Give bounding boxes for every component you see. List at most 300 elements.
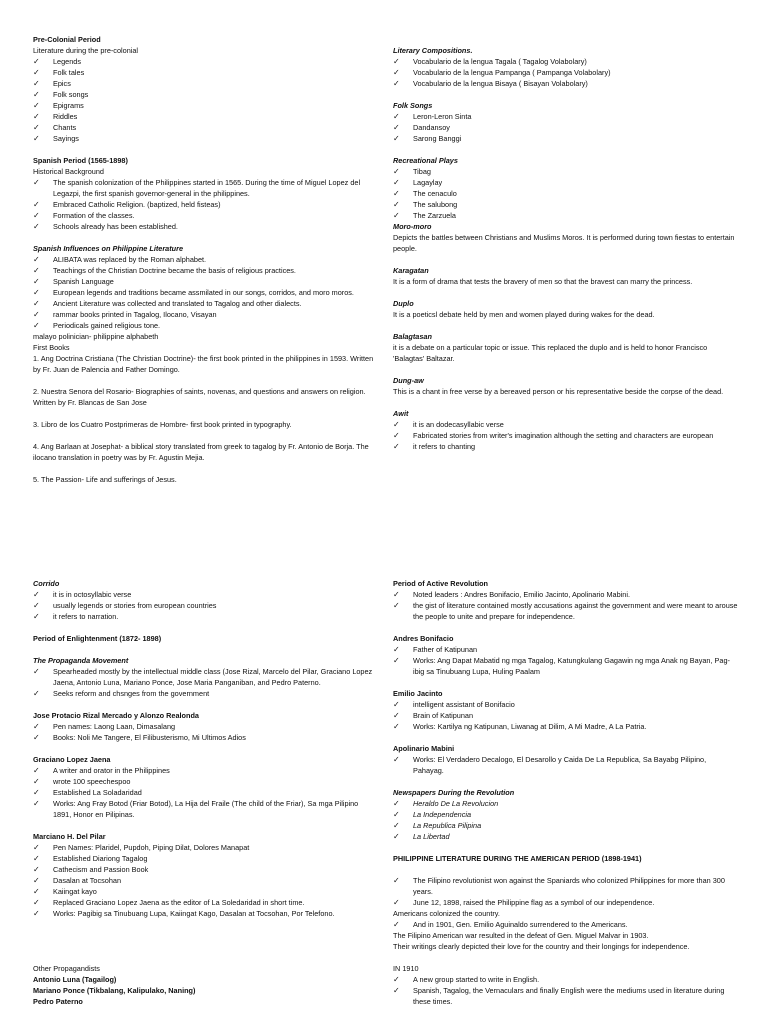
list-item-text: Kaiingat kayo — [53, 887, 97, 896]
checklist — [33, 842, 378, 919]
checklist — [393, 644, 738, 677]
check-icon: ✓ — [33, 57, 40, 66]
list-item-text: rammar books printed in Tagalog, Ilocano, Visayan — [53, 310, 217, 319]
check-icon: ✓ — [33, 101, 40, 110]
check-icon: ✓ — [393, 601, 400, 610]
list-item-text: Father of Katipunan — [413, 645, 478, 654]
section-heading: Jose Protacio Rizal Mercado y Alonzo Realonda — [33, 711, 199, 720]
list-item-text: Sayings — [53, 134, 79, 143]
section — [393, 743, 738, 776]
list-item-text: Schools already has been established. — [53, 222, 178, 231]
section — [33, 34, 378, 144]
text-line: This is a chant in free verse by a bereaved person or his representative beside the corpse of the dead. — [393, 387, 724, 396]
checklist — [33, 56, 378, 144]
section-heading: Andres Bonifacio — [393, 634, 454, 643]
list-item — [393, 188, 738, 199]
checklist — [33, 589, 378, 622]
check-icon: ✓ — [33, 788, 40, 797]
check-icon: ✓ — [393, 57, 400, 66]
list-item-text: the gist of literature contained mostly accusations against the government and were meant to arouse the people to unite and prepare for independence. — [413, 601, 738, 621]
list-item-text: The Zarzuela — [413, 211, 456, 220]
list-item — [393, 985, 738, 1007]
check-icon: ✓ — [33, 909, 40, 918]
list-item-text: Folk tales — [53, 68, 85, 77]
section-heading: Recreational Plays — [393, 156, 458, 165]
check-icon: ✓ — [33, 134, 40, 143]
checklist — [33, 265, 378, 331]
list-item — [33, 89, 378, 100]
text-line: IN 1910 — [393, 964, 419, 973]
check-icon: ✓ — [33, 667, 40, 676]
list-item — [33, 111, 378, 122]
list-item — [33, 100, 378, 111]
list-item — [33, 221, 378, 232]
list-item — [33, 666, 378, 688]
checklist — [393, 875, 738, 908]
list-item-text: Works: Ang Fray Botod (Friar Botod), La Hija del Fraile (The child of the Friar), Sa mga Pilipino 1891, Honor en Pilipinas. — [53, 799, 359, 819]
check-icon: ✓ — [393, 79, 400, 88]
list-item-text: Epics — [53, 79, 71, 88]
text-line: Americans colonized the country. — [393, 909, 500, 918]
section — [393, 375, 738, 397]
check-icon: ✓ — [33, 887, 40, 896]
section-heading: Karagatan — [393, 266, 429, 275]
numbered-paragraph: 2. Nuestra Senora del Rosario- Biographies of saints, novenas, and questions and answers on religion. Written by Fr. Blancas de San Jose — [33, 387, 366, 407]
checklist — [33, 765, 378, 820]
section — [393, 45, 738, 89]
list-item — [33, 67, 378, 78]
check-icon: ✓ — [33, 288, 40, 297]
list-item — [393, 721, 738, 732]
list-item — [393, 831, 738, 842]
check-icon: ✓ — [33, 766, 40, 775]
section-heading: Marciano H. Del Pilar — [33, 832, 106, 841]
list-item-text: Sarong Banggi — [413, 134, 462, 143]
list-item-text: Spanish Language — [53, 277, 114, 286]
check-icon: ✓ — [33, 854, 40, 863]
checklist — [33, 721, 378, 743]
check-icon: ✓ — [33, 90, 40, 99]
list-item-text: intelligent assistant of Bonifacio — [413, 700, 515, 709]
list-item-text: it is in octosyllabic verse — [53, 590, 132, 599]
check-icon: ✓ — [393, 821, 400, 830]
check-icon: ✓ — [33, 876, 40, 885]
list-item-text: Formation of the classes. — [53, 211, 135, 220]
list-item — [33, 908, 378, 919]
list-item — [33, 611, 378, 622]
list-item-text: Periodicals gained religious tone. — [53, 321, 161, 330]
list-item-text: usually legends or stories from european countries — [53, 601, 217, 610]
list-item-text: La Independencia — [413, 810, 472, 819]
check-icon: ✓ — [33, 266, 40, 275]
check-icon: ✓ — [33, 865, 40, 874]
list-item — [33, 287, 378, 298]
list-item-text: Leron-Leron Sinta — [413, 112, 472, 121]
section — [393, 633, 738, 677]
list-item-text: Replaced Graciano Lopez Jaena as the editor of La Soledaridad in short time. — [53, 898, 305, 907]
section-heading: PHILIPPINE LITERATURE DURING THE AMERICAN PERIOD (1898-1941) — [393, 854, 642, 863]
list-item-text: A new group started to write in English. — [413, 975, 540, 984]
section — [33, 243, 378, 485]
list-item-text: Embraced Catholic Religion. (baptized, held fisteas) — [53, 200, 221, 209]
text-line: Other Propagandists — [33, 964, 100, 973]
check-icon: ✓ — [33, 733, 40, 742]
check-icon: ✓ — [393, 200, 400, 209]
check-icon: ✓ — [393, 810, 400, 819]
list-item-text: Books: Noli Me Tangere, El Filibusterismo, Mi Ultimos Adios — [53, 733, 246, 742]
check-icon: ✓ — [33, 211, 40, 220]
name-line: Antonio Luna (Tagailog) — [33, 975, 117, 984]
check-icon: ✓ — [33, 321, 40, 330]
list-item — [33, 721, 378, 732]
list-item-text: La Republica Pilipina — [413, 821, 482, 830]
section-heading: Emilio Jacinto — [393, 689, 443, 698]
list-item-text: La Libertad — [413, 832, 450, 841]
check-icon: ✓ — [393, 431, 400, 440]
list-item-text: Vocabulario de la lengua Bisaya ( Bisayan Volabolary) — [413, 79, 588, 88]
check-icon: ✓ — [393, 975, 400, 984]
list-item — [33, 886, 378, 897]
check-icon: ✓ — [393, 112, 400, 121]
list-item — [393, 655, 738, 677]
list-item — [393, 133, 738, 144]
list-item-text: Chants — [53, 123, 77, 132]
column-bottom-right — [393, 578, 738, 1018]
list-item — [33, 897, 378, 908]
list-item-text: The Filipino revolutionist won against the Spaniards who colonized Philippines for more than 300 years. — [413, 876, 725, 896]
section-heading: Balagtasan — [393, 332, 432, 341]
check-icon: ✓ — [33, 689, 40, 698]
text-line: Depicts the battles between Christians and Muslims Moros. It is performed during town fiestas to entertain people. — [393, 233, 735, 253]
check-icon: ✓ — [33, 79, 40, 88]
list-item-text: Spearheaded mostly by the intellectual middle class (Jose Rizal, Marcelo del Pilar, Graciano Lopez Jaena, Antonio Luna, Mariano Ponce, Jose Maria Panganiban, and Pedro Paterno. — [53, 667, 373, 687]
section — [33, 633, 378, 644]
check-icon: ✓ — [33, 277, 40, 286]
numbered-paragraph: 5. The Passion- Life and sufferings of Jesus. — [33, 475, 177, 484]
section — [393, 787, 738, 842]
check-icon: ✓ — [33, 299, 40, 308]
check-icon: ✓ — [33, 601, 40, 610]
list-item — [33, 688, 378, 699]
numbered-paragraph: 4. Ang Barlaan at Josephat- a biblical story translated from greek to tagalog by Fr. Antonio de Borja. The ilocano translation in poetry was by Fr. Agustin Mejia. — [33, 442, 369, 462]
list-item-text: Tibag — [413, 167, 431, 176]
check-icon: ✓ — [33, 777, 40, 786]
section — [33, 578, 378, 622]
list-item — [393, 699, 738, 710]
check-icon: ✓ — [33, 799, 40, 808]
list-item — [393, 419, 738, 430]
list-item — [393, 166, 738, 177]
list-item-text: it refers to chanting — [413, 442, 476, 451]
checklist — [393, 589, 738, 622]
list-item-text: The salubong — [413, 200, 458, 209]
list-item — [393, 919, 738, 930]
check-icon: ✓ — [393, 442, 400, 451]
check-icon: ✓ — [33, 843, 40, 852]
checklist — [393, 974, 738, 1007]
check-icon: ✓ — [33, 68, 40, 77]
list-item — [33, 864, 378, 875]
section — [33, 831, 378, 919]
list-item — [393, 710, 738, 721]
section — [33, 963, 378, 1007]
section-heading: Corrido — [33, 579, 60, 588]
section-heading: Graciano Lopez Jaena — [33, 755, 111, 764]
check-icon: ✓ — [393, 178, 400, 187]
section-heading: Dung-aw — [393, 376, 424, 385]
list-item-text: it refers to narration. — [53, 612, 119, 621]
checklist — [393, 699, 738, 732]
list-item — [393, 111, 738, 122]
text-line: Their writings clearly depicted their love for the country and their longings for independence. — [393, 942, 690, 951]
section — [393, 578, 738, 622]
check-icon: ✓ — [393, 590, 400, 599]
section-heading: Folk Songs — [393, 101, 433, 110]
check-icon: ✓ — [393, 123, 400, 132]
list-item-text: Established Diariong Tagalog — [53, 854, 148, 863]
list-item-text: Lagaylay — [413, 178, 443, 187]
section-heading: Literary Compositions. — [393, 46, 473, 55]
check-icon: ✓ — [393, 68, 400, 77]
checklist — [393, 419, 738, 452]
check-icon: ✓ — [33, 612, 40, 621]
check-icon: ✓ — [393, 211, 400, 220]
check-icon: ✓ — [33, 898, 40, 907]
section — [33, 754, 378, 820]
list-item-text: Riddles — [53, 112, 78, 121]
list-item — [393, 67, 738, 78]
checklist — [393, 919, 738, 930]
check-icon: ✓ — [393, 167, 400, 176]
list-item-text: The cenaculo — [413, 189, 457, 198]
list-item — [393, 589, 738, 600]
checklist — [393, 166, 738, 221]
check-icon: ✓ — [393, 656, 400, 665]
check-icon: ✓ — [393, 920, 400, 929]
list-item-text: And in 1901, Gen. Emilio Aguinaldo surrendered to the Americans. — [413, 920, 628, 929]
list-item — [393, 600, 738, 622]
column-top-left — [33, 34, 378, 496]
list-item — [393, 430, 738, 441]
list-item-text: Vocabulario de la lengua Tagala ( Tagalog Volabolary) — [413, 57, 587, 66]
checklist — [393, 754, 738, 776]
list-item-text: Epigrams — [53, 101, 84, 110]
list-item — [393, 78, 738, 89]
section — [393, 853, 738, 952]
check-icon: ✓ — [33, 200, 40, 209]
list-item-text: Folk songs — [53, 90, 89, 99]
list-item — [393, 122, 738, 133]
section-heading: Awit — [393, 409, 409, 418]
list-item-text: ALIBATA was replaced by the Roman alphabet. — [53, 255, 207, 264]
list-item-text: Works: Ang Dapat Mabatid ng mga Tagalog, Katungkulang Gagawin ng mga Anak ng Bayan, Pag-ibig sa Tinubuang Lupa, Huling Paalam — [413, 656, 730, 676]
list-item — [33, 776, 378, 787]
list-item-text: June 12, 1898, raised the Philippine flag as a symbol of our independence. — [413, 898, 655, 907]
list-item — [33, 56, 378, 67]
section — [393, 963, 738, 1007]
check-icon: ✓ — [33, 112, 40, 121]
list-item — [33, 254, 378, 265]
text-line: First Books — [33, 343, 70, 352]
check-icon: ✓ — [393, 722, 400, 731]
list-item — [393, 897, 738, 908]
checklist — [393, 56, 738, 89]
checklist — [393, 111, 738, 144]
list-item — [393, 798, 738, 809]
list-item-text: Teachings of the Christian Doctrine became the basis of religious practices. — [53, 266, 296, 275]
list-item-text: it is an dodecasyllabic verse — [413, 420, 504, 429]
list-item — [33, 732, 378, 743]
section — [393, 221, 738, 254]
name-line: Pedro Paterno — [33, 997, 83, 1006]
list-item — [33, 798, 378, 820]
check-icon: ✓ — [33, 178, 40, 187]
list-item — [393, 754, 738, 776]
list-item-text: Ancient Literature was collected and translated to Tagalog and other dialects. — [53, 299, 302, 308]
section — [33, 155, 378, 232]
list-item-text: European legends and traditions became assmilated in our songs, corridos, and moro moros. — [53, 288, 354, 297]
column-bottom-left — [33, 578, 378, 1018]
list-item — [33, 199, 378, 210]
list-item-text: Pen Names: Plaridel, Pupdoh, Piping Dilat, Dolores Manapat — [53, 843, 250, 852]
checklist — [33, 254, 378, 265]
section — [393, 408, 738, 452]
list-item — [393, 199, 738, 210]
list-item-text: A writer and orator in the Philippines — [53, 766, 170, 775]
column-top-right — [393, 45, 738, 463]
numbered-paragraph: 3. Libro de los Cuatro Postprimeras de Hombre- first book printed in typography. — [33, 420, 292, 429]
check-icon: ✓ — [33, 123, 40, 132]
checklist — [33, 177, 378, 232]
list-item — [33, 787, 378, 798]
list-item — [33, 276, 378, 287]
list-item-text: Seeks reform and chsnges from the government — [53, 689, 210, 698]
check-icon: ✓ — [393, 898, 400, 907]
list-item-text: wrote 100 speechespoo — [53, 777, 131, 786]
section — [393, 331, 738, 364]
list-item — [393, 210, 738, 221]
check-icon: ✓ — [33, 722, 40, 731]
section-heading: Moro-moro — [393, 222, 432, 231]
check-icon: ✓ — [393, 711, 400, 720]
list-item — [33, 842, 378, 853]
list-item — [33, 133, 378, 144]
list-item — [33, 320, 378, 331]
check-icon: ✓ — [393, 876, 400, 885]
text-line: It is a poeticsl debate held by men and women played during wakes for the dead. — [393, 310, 655, 319]
list-item — [393, 809, 738, 820]
check-icon: ✓ — [393, 832, 400, 841]
list-item-text: The spanish colonization of the Philippines started in 1565. During the time of Miguel Lopez del Legazpi, the first spanish governor-general in the philippines. — [53, 178, 361, 198]
section-heading: Newspapers During the Revolution — [393, 788, 515, 797]
section — [33, 655, 378, 699]
numbered-paragraph: 1. Ang Doctrina Cristiana (The Christian Doctrine)- the first book printed in the philippines in 1593. Written by Fr. Juan de Palencia and Father Domingo. — [33, 354, 374, 374]
list-item — [33, 210, 378, 221]
list-item-text: Established La Soladaridad — [53, 788, 142, 797]
list-item — [33, 177, 378, 199]
section-heading: Apolinario Mabini — [393, 744, 455, 753]
text-line: malayo polinician- philippine alphabeth — [33, 332, 159, 341]
list-item — [393, 644, 738, 655]
section-heading: Duplo — [393, 299, 414, 308]
checklist — [393, 798, 738, 842]
check-icon: ✓ — [33, 255, 40, 264]
text-line: It is a form of drama that tests the bravery of men so that the bravest can marry the princess. — [393, 277, 693, 286]
list-item-text: Vocabulario de la lengua Pampanga ( Pampanga Volabolary) — [413, 68, 611, 77]
list-item — [33, 600, 378, 611]
list-item-text: Spanish, Tagalog, the Vernaculars and finally English were the mediums used in literature during these times. — [413, 986, 725, 1006]
name-line: Mariano Ponce (Tikbalang, Kalipulako, Naning) — [33, 986, 196, 995]
section — [393, 298, 738, 320]
section — [393, 155, 738, 221]
list-item-text: Legends — [53, 57, 81, 66]
check-icon: ✓ — [33, 222, 40, 231]
list-item — [33, 853, 378, 864]
section — [33, 710, 378, 743]
list-item-text: Brain of Katipunan — [413, 711, 474, 720]
list-item-text: Cathecism and Passion Book — [53, 865, 149, 874]
check-icon: ✓ — [33, 310, 40, 319]
check-icon: ✓ — [393, 420, 400, 429]
text-line: Historical Background — [33, 167, 104, 176]
list-item — [393, 441, 738, 452]
check-icon: ✓ — [393, 134, 400, 143]
list-item — [33, 265, 378, 276]
check-icon: ✓ — [33, 590, 40, 599]
text-line: Literature during the pre-colonial — [33, 46, 139, 55]
section-heading: Spanish Influences on Philippine Literature — [33, 244, 184, 253]
list-item-text: Works: Kartilya ng Katipunan, Liwanag at Dilim, A Mi Madre, A La Patria. — [413, 722, 647, 731]
check-icon: ✓ — [393, 700, 400, 709]
section-heading: Pre-Colonial Period — [33, 35, 101, 44]
section-heading: Period of Enlightenment (1872- 1898) — [33, 634, 162, 643]
text-line: The Filipino American war resulted in the defeat of Gen. Miguel Malvar in 1903. — [393, 931, 649, 940]
list-item-text: Dasalan at Tocsohan — [53, 876, 122, 885]
list-item — [33, 875, 378, 886]
section-heading: Spanish Period (1565-1898) — [33, 156, 128, 165]
list-item — [393, 56, 738, 67]
list-item-text: Heraldo De La Revolucion — [413, 799, 499, 808]
text-line: it is a debate on a particular topic or issue. This replaced the duplo and is held to honor Francisco 'Balagtas' Baltazar. — [393, 343, 708, 363]
list-item-text: Noted leaders : Andres Bonifacio, Emilio Jacinto, Apolinario Mabini. — [413, 590, 630, 599]
list-item — [33, 298, 378, 309]
check-icon: ✓ — [393, 799, 400, 808]
list-item-text: Dandansoy — [413, 123, 450, 132]
list-item — [33, 78, 378, 89]
section-heading: Period of Active Revolution — [393, 579, 489, 588]
list-item — [33, 589, 378, 600]
list-item-text: Works: Pagibig sa Tinubuang Lupa, Kaiingat Kago, Dasalan at Tocsohan, Por Telefono. — [53, 909, 335, 918]
list-item — [33, 122, 378, 133]
check-icon: ✓ — [393, 189, 400, 198]
list-item — [393, 820, 738, 831]
checklist — [33, 666, 378, 699]
check-icon: ✓ — [393, 645, 400, 654]
list-item — [393, 875, 738, 897]
section-heading: The Propaganda Movement — [33, 656, 129, 665]
list-item — [33, 309, 378, 320]
check-icon: ✓ — [393, 755, 400, 764]
list-item-text: Works: El Verdadero Decalogo, El Desarollo y Caida De La Republica, Sa Bayabg Pilipino, Pahayag. — [413, 755, 707, 775]
list-item — [393, 177, 738, 188]
list-item — [33, 765, 378, 776]
section — [33, 930, 378, 952]
spacer — [393, 864, 738, 875]
section — [393, 688, 738, 732]
list-item — [393, 974, 738, 985]
list-item-text: Pen names: Laong Laan, Dimasalang — [53, 722, 176, 731]
section — [393, 265, 738, 287]
